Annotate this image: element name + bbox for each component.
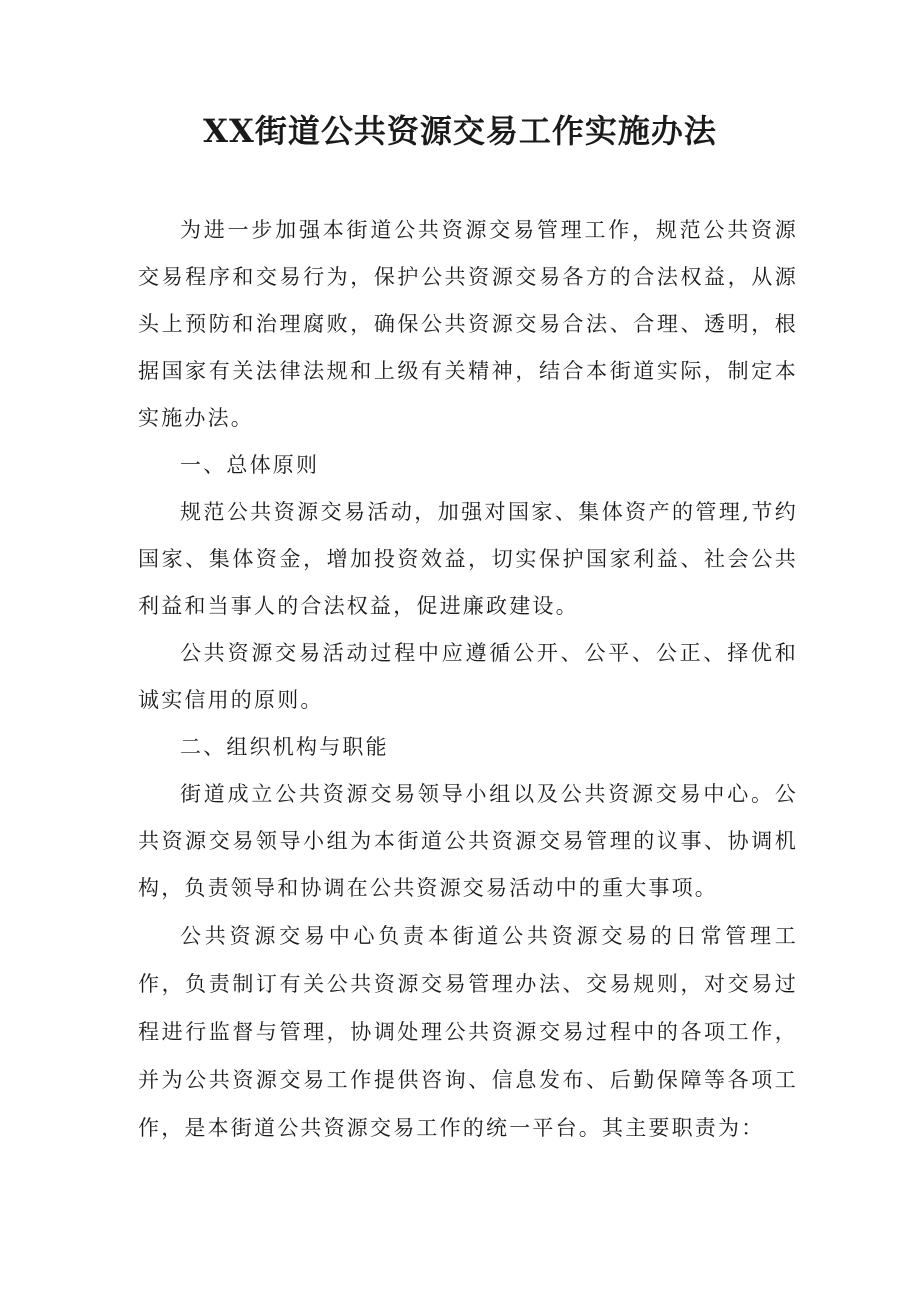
principles-paragraph-1: 规范公共资源交易活动，加强对国家、集体资产的管理,节约国家、集体资金，增加投资效益，切实保护国家利益、社会公共利益和当事人的合法权益，促进廉政建设。 bbox=[138, 500, 798, 618]
intro-paragraph: 为进一步加强本街道公共资源交易管理工作，规范公共资源交易程序和交易行为，保护公共资源交易各方的合法权益，从源头上预防和治理腐败，确保公共资源交易合法、合理、透明，根据国家有关法律法规和上级有关精神，结合本街道实际，制定本实施办法。 bbox=[138, 218, 798, 430]
section-heading-organization: 二、组织机构与职能 bbox=[180, 735, 389, 759]
organization-paragraph-2: 公共资源交易中心负责本街道公共资源交易的日常管理工作，负责制订有关公共资源交易管理办法、交易规则，对交易过程进行监督与管理，协调处理公共资源交易过程中的各项工作，并为公共资源交易工作提供咨询、信息发布、后勤保障等各项工作，是本街道公共资源交易工作的统一平台。其主要职责为： bbox=[138, 924, 798, 1140]
document-title: XX街道公共资源交易工作实施办法 bbox=[203, 112, 717, 150]
principles-paragraph-2: 公共资源交易活动过程中应遵循公开、公平、公正、择优和诚实信用的原则。 bbox=[138, 641, 798, 712]
section-heading-general-principles: 一、总体原则 bbox=[180, 453, 320, 477]
organization-paragraph-1: 街道成立公共资源交易领导小组以及公共资源交易中心。公共资源交易领导小组为本街道公共资源交易管理的议事、协调机构，负责领导和协调在公共资源交易活动中的重大事项。 bbox=[138, 782, 798, 900]
document-body bbox=[138, 207, 798, 1152]
